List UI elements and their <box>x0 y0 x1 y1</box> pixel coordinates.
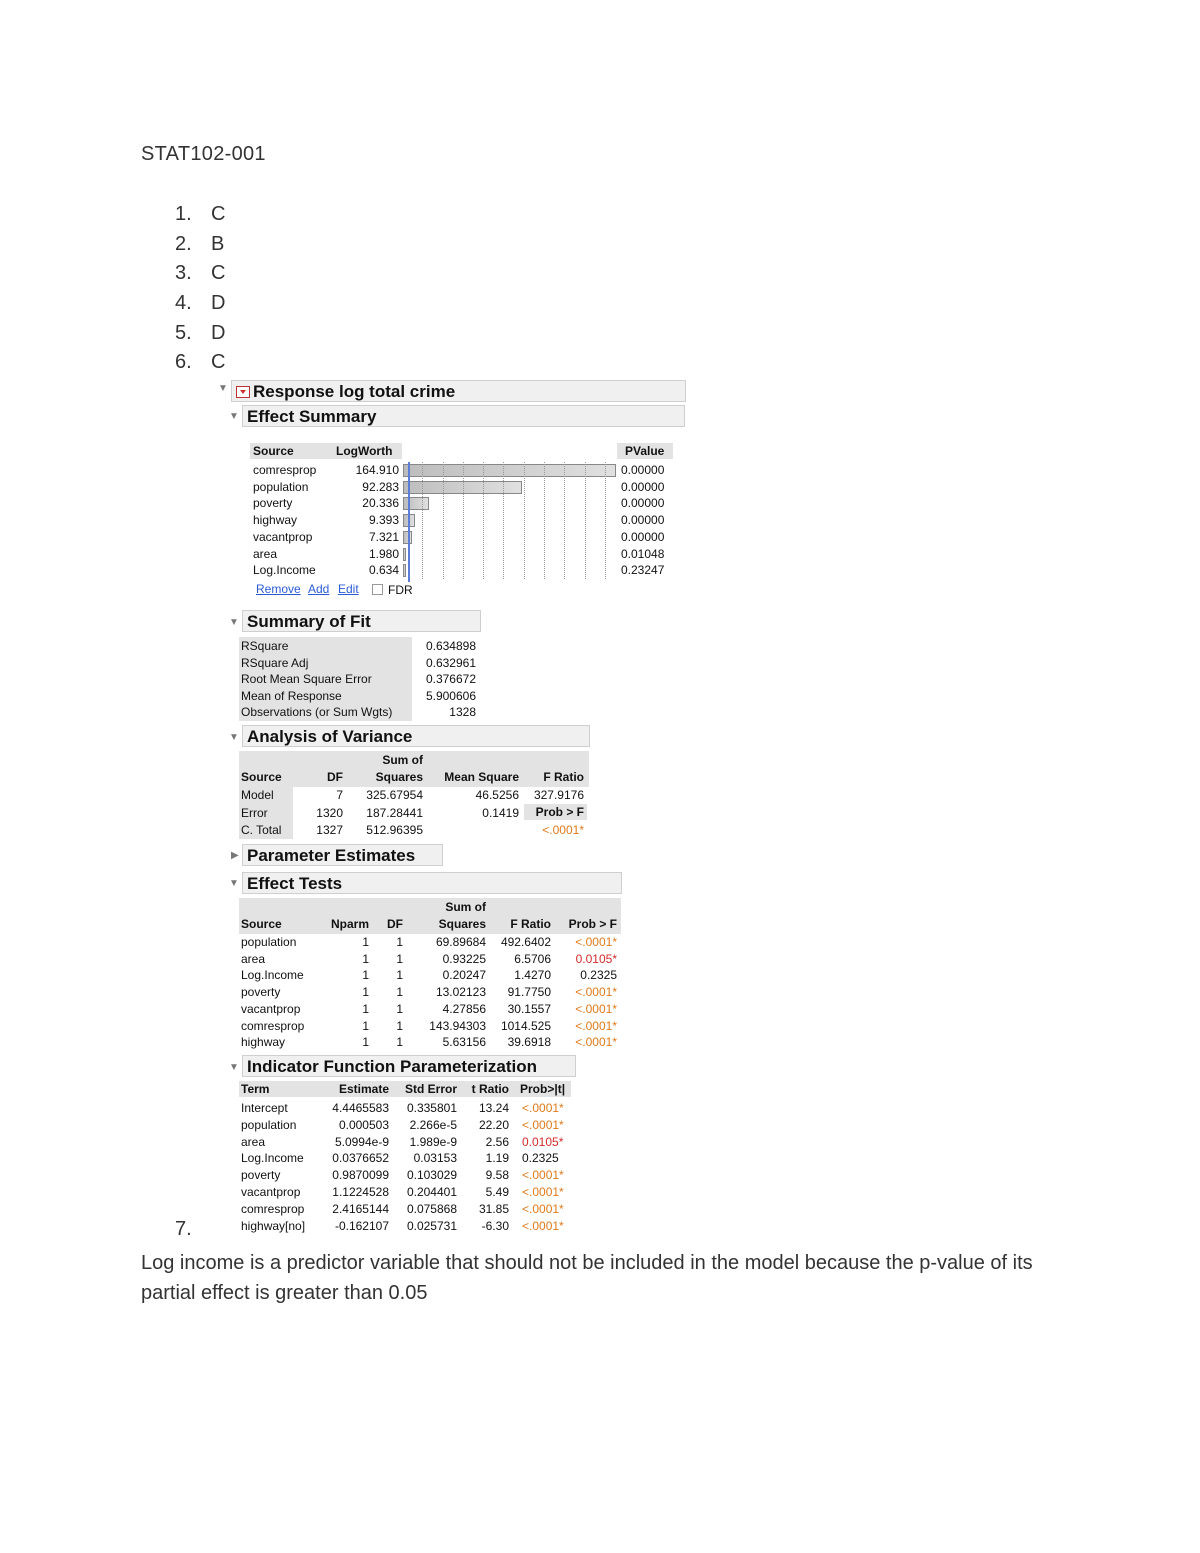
fit-value: 0.634898 <box>425 639 476 653</box>
logworth-value: 92.283 <box>362 479 399 494</box>
test-source: population <box>241 935 297 949</box>
chart-gridline <box>524 462 525 579</box>
param-stderr: 2.266e-5 <box>409 1117 457 1132</box>
test-df: 1 <box>396 1001 403 1016</box>
test-prob: <.0001* <box>575 1035 617 1050</box>
test-source: vacantprop <box>241 1001 301 1016</box>
pvalue-value: 0.00000 <box>621 513 665 528</box>
effect-source: comresprop <box>253 463 317 477</box>
anova-df: 1327 <box>316 823 343 837</box>
fit-value: 0.632961 <box>425 655 476 670</box>
test-source: poverty <box>241 985 281 1000</box>
test-prob: 0.2325 <box>580 968 617 983</box>
test-source: Log.Income <box>241 968 304 983</box>
param-term: Intercept <box>241 1101 288 1115</box>
anova-ss: 187.28441 <box>366 805 423 820</box>
chart-gridline <box>422 462 423 579</box>
section-title: Effect Summary <box>247 407 377 426</box>
param-prob: <.0001* <box>522 1185 564 1199</box>
param-estimate: 0.0376652 <box>332 1151 389 1166</box>
item-answer: D <box>211 292 226 315</box>
test-nparm: 1 <box>362 951 369 966</box>
test-ss: 0.93225 <box>442 951 486 966</box>
test-source: highway <box>241 1035 286 1050</box>
param-term: vacantprop <box>241 1185 301 1199</box>
param-estimate: 0.000503 <box>338 1117 389 1132</box>
param-stderr: 0.103029 <box>406 1168 457 1183</box>
fit-label: Observations (or Sum Wgts) <box>241 705 393 720</box>
disclosure-triangle-icon[interactable]: ▼ <box>229 878 239 889</box>
parameter-estimates-header[interactable] <box>242 844 443 866</box>
disclosure-triangle-icon[interactable]: ▼ <box>218 383 228 394</box>
test-ss: 69.89684 <box>435 935 486 949</box>
answer-list <box>175 200 225 378</box>
item-number-7: 7. <box>175 1218 192 1240</box>
param-tratio: 2.56 <box>485 1134 509 1149</box>
jmp-report <box>215 379 726 1239</box>
logworth-value: 164.910 <box>355 463 399 477</box>
test-ss: 5.63156 <box>442 1035 486 1050</box>
column-header: Std Error <box>404 1082 457 1096</box>
column-header: Sum of <box>382 753 423 767</box>
test-ss: 143.94303 <box>429 1018 486 1033</box>
fit-label: RSquare Adj <box>241 655 309 670</box>
item-answer: C <box>211 351 226 374</box>
disclosure-triangle-icon[interactable]: ▼ <box>229 732 239 743</box>
test-prob: <.0001* <box>575 935 617 949</box>
column-header: Source <box>241 770 282 784</box>
test-ss: 13.02123 <box>435 985 486 1000</box>
test-prob: 0.0105* <box>575 951 617 966</box>
add-link[interactable]: Add <box>308 582 330 596</box>
chart-gridline <box>483 462 484 579</box>
param-term: area <box>241 1134 266 1149</box>
param-tratio: 31.85 <box>478 1201 509 1216</box>
test-df: 1 <box>396 968 403 983</box>
test-ss: 0.20247 <box>442 968 486 983</box>
chart-gridline <box>463 462 464 579</box>
item-answer: C <box>211 203 226 225</box>
test-df: 1 <box>396 951 403 966</box>
param-stderr: 0.03153 <box>413 1151 457 1166</box>
chart-gridline <box>503 462 504 579</box>
pvalue-value: 0.00000 <box>621 496 665 511</box>
chart-gridline <box>564 462 565 579</box>
test-f: 492.6402 <box>500 935 551 949</box>
section-title: Analysis of Variance <box>247 727 413 746</box>
anova-ss: 325.67954 <box>366 788 423 802</box>
column-header: Nparm <box>330 917 369 931</box>
disclosure-triangle-icon[interactable]: ▶ <box>231 850 239 861</box>
document-title: STAT102-001 <box>141 143 266 165</box>
anova-df: 7 <box>336 788 343 802</box>
test-f: 39.6918 <box>507 1035 551 1050</box>
effect-source: Log.Income <box>253 563 316 578</box>
param-tratio: 5.49 <box>485 1185 509 1199</box>
anova-ms: 46.5256 <box>475 788 519 802</box>
red-triangle-menu-icon[interactable] <box>236 386 250 398</box>
item-number: 2. <box>175 232 192 255</box>
conclusion-text: Log income is a predictor variable that should not be included in the model because the p-value of its partial effect is greater than 0.05 <box>141 1252 1033 1304</box>
item-answer: B <box>211 232 225 255</box>
column-header: Squares <box>375 770 423 784</box>
column-header: Source <box>241 917 282 931</box>
section-title: Indicator Function Parameterization <box>247 1057 537 1076</box>
test-df: 1 <box>396 985 403 1000</box>
disclosure-triangle-icon[interactable]: ▼ <box>229 411 239 422</box>
logworth-value: 7.321 <box>368 529 399 544</box>
test-nparm: 1 <box>362 935 369 949</box>
remove-link[interactable]: Remove <box>256 582 301 596</box>
param-term: highway[no] <box>241 1218 306 1233</box>
effect-source: highway <box>253 513 298 528</box>
item-answer: D <box>211 321 226 344</box>
item-number: 5. <box>175 321 192 344</box>
prob-f-label: Prob > F <box>535 805 584 819</box>
fdr-checkbox[interactable] <box>372 584 383 595</box>
logworth-bar <box>403 548 406 561</box>
anova-header[interactable] <box>242 725 590 747</box>
pvalue-value: 0.00000 <box>621 529 665 544</box>
param-stderr: 0.025731 <box>406 1218 457 1233</box>
test-prob: <.0001* <box>575 985 617 1000</box>
logworth-value: 9.393 <box>368 513 399 528</box>
section-title: Effect Tests <box>247 874 343 893</box>
list-item <box>175 348 225 378</box>
list-item <box>175 289 225 319</box>
effect-source: area <box>253 546 278 561</box>
param-estimate: 4.4465583 <box>332 1101 389 1115</box>
param-prob: <.0001* <box>522 1201 564 1216</box>
test-f: 1.4270 <box>514 968 551 983</box>
fdr-label: FDR <box>388 583 413 597</box>
column-header: F Ratio <box>543 770 584 784</box>
list-item <box>175 319 225 349</box>
param-stderr: 1.989e-9 <box>409 1134 457 1149</box>
param-stderr: 0.075868 <box>406 1201 457 1216</box>
anova-ss: 512.96395 <box>366 823 423 837</box>
pvalue-value: 0.00000 <box>621 479 665 494</box>
test-f: 91.7750 <box>507 985 551 1000</box>
list-item <box>175 230 225 260</box>
column-header: PValue <box>625 444 665 458</box>
column-header: t Ratio <box>471 1082 509 1096</box>
anova-f: 327.9176 <box>533 788 584 802</box>
param-estimate: 1.1224528 <box>332 1185 389 1199</box>
column-header: Sum of <box>445 900 486 914</box>
logworth-bar <box>403 497 429 510</box>
chart-gridline <box>544 462 545 579</box>
param-stderr: 0.335801 <box>406 1101 457 1115</box>
effect-summary-header[interactable] <box>242 405 685 427</box>
indicator-header[interactable] <box>242 1055 576 1077</box>
test-nparm: 1 <box>362 968 369 983</box>
column-header: Mean Square <box>444 770 519 784</box>
item-answer: C <box>211 262 226 285</box>
logworth-value: 1.980 <box>368 546 399 561</box>
list-item <box>175 259 225 289</box>
fit-label: Root Mean Square Error <box>241 672 372 687</box>
anova-source: C. Total <box>241 823 282 837</box>
test-prob: <.0001* <box>575 1001 617 1016</box>
anova-ms: 0.1419 <box>482 805 519 820</box>
param-tratio: 22.20 <box>478 1117 509 1132</box>
fit-label: RSquare <box>241 639 289 653</box>
param-estimate: 5.0994e-9 <box>334 1134 389 1149</box>
column-header: Source <box>253 444 294 458</box>
param-prob: <.0001* <box>522 1218 564 1233</box>
test-prob: <.0001* <box>575 1018 617 1033</box>
item-number: 3. <box>175 262 192 285</box>
param-term: Log.Income <box>241 1151 304 1166</box>
test-df: 1 <box>396 1035 403 1050</box>
test-source: area <box>241 951 266 966</box>
column-header: DF <box>327 770 343 784</box>
param-tratio: 13.24 <box>478 1101 509 1115</box>
anova-source: Model <box>241 788 274 802</box>
param-tratio: -6.30 <box>481 1218 509 1233</box>
item-number: 4. <box>175 292 192 315</box>
param-term: poverty <box>241 1168 281 1183</box>
fit-label: Mean of Response <box>241 688 342 703</box>
test-nparm: 1 <box>362 1018 369 1033</box>
effect-source: vacantprop <box>253 529 313 544</box>
test-f: 1014.525 <box>500 1018 551 1033</box>
disclosure-triangle-icon[interactable]: ▼ <box>229 1062 239 1073</box>
item-number: 6. <box>175 351 192 374</box>
column-header: Prob > F <box>568 917 617 931</box>
logworth-value: 20.336 <box>362 496 399 511</box>
param-estimate: -0.162107 <box>334 1218 389 1233</box>
test-f: 6.5706 <box>514 951 551 966</box>
anova-df: 1320 <box>316 805 343 820</box>
test-df: 1 <box>396 1018 403 1033</box>
fit-value: 5.900606 <box>425 688 476 703</box>
chart-gridline <box>443 462 444 579</box>
test-nparm: 1 <box>362 985 369 1000</box>
response-header[interactable] <box>231 380 686 402</box>
pvalue-value: 0.01048 <box>621 546 665 561</box>
param-prob: <.0001* <box>522 1101 564 1115</box>
column-header: DF <box>387 917 403 931</box>
chart-gridline <box>605 462 606 579</box>
effect-source: poverty <box>253 496 293 511</box>
test-ss: 4.27856 <box>442 1001 486 1016</box>
edit-link[interactable]: Edit <box>338 582 359 596</box>
test-source: comresprop <box>241 1018 305 1033</box>
param-tratio: 9.58 <box>485 1168 509 1183</box>
test-nparm: 1 <box>362 1035 369 1050</box>
list-item <box>175 200 225 230</box>
chart-reference-line <box>408 462 410 582</box>
column-header: Prob>|t| <box>520 1082 566 1096</box>
logworth-bar <box>403 564 406 577</box>
summary-of-fit-header[interactable] <box>242 610 481 632</box>
param-term: population <box>241 1117 297 1132</box>
pvalue-value: 0.23247 <box>621 563 665 578</box>
param-prob: <.0001* <box>522 1117 564 1132</box>
test-nparm: 1 <box>362 1001 369 1016</box>
section-title: Summary of Fit <box>247 612 371 631</box>
test-f: 30.1557 <box>507 1001 551 1016</box>
column-header: F Ratio <box>510 917 551 931</box>
disclosure-triangle-icon[interactable]: ▼ <box>229 617 239 628</box>
fit-value: 1328 <box>449 705 476 720</box>
item-number: 1. <box>175 203 192 225</box>
effect-source: population <box>253 479 309 494</box>
chart-gridline <box>585 462 586 579</box>
test-df: 1 <box>396 935 403 949</box>
effect-tests-header[interactable] <box>242 872 622 894</box>
column-header: Term <box>241 1082 270 1096</box>
param-term: comresprop <box>241 1201 305 1216</box>
pvalue-value: 0.00000 <box>621 463 665 477</box>
column-header: LogWorth <box>336 444 393 458</box>
logworth-value: 0.634 <box>368 563 399 578</box>
column-header: Squares <box>438 917 486 931</box>
section-title: Parameter Estimates <box>247 846 416 865</box>
param-estimate: 0.9870099 <box>332 1168 389 1183</box>
fit-value: 0.376672 <box>425 672 476 687</box>
param-prob: 0.0105* <box>522 1134 564 1149</box>
prob-f-value: <.0001* <box>542 823 584 837</box>
anova-source: Error <box>241 805 268 820</box>
column-header: Estimate <box>338 1082 389 1096</box>
param-prob: <.0001* <box>522 1168 564 1183</box>
response-title: Response log total crime <box>253 382 456 401</box>
param-estimate: 2.4165144 <box>332 1201 389 1216</box>
param-prob: 0.2325 <box>522 1151 559 1166</box>
param-tratio: 1.19 <box>485 1151 509 1166</box>
param-stderr: 0.204401 <box>406 1185 457 1199</box>
